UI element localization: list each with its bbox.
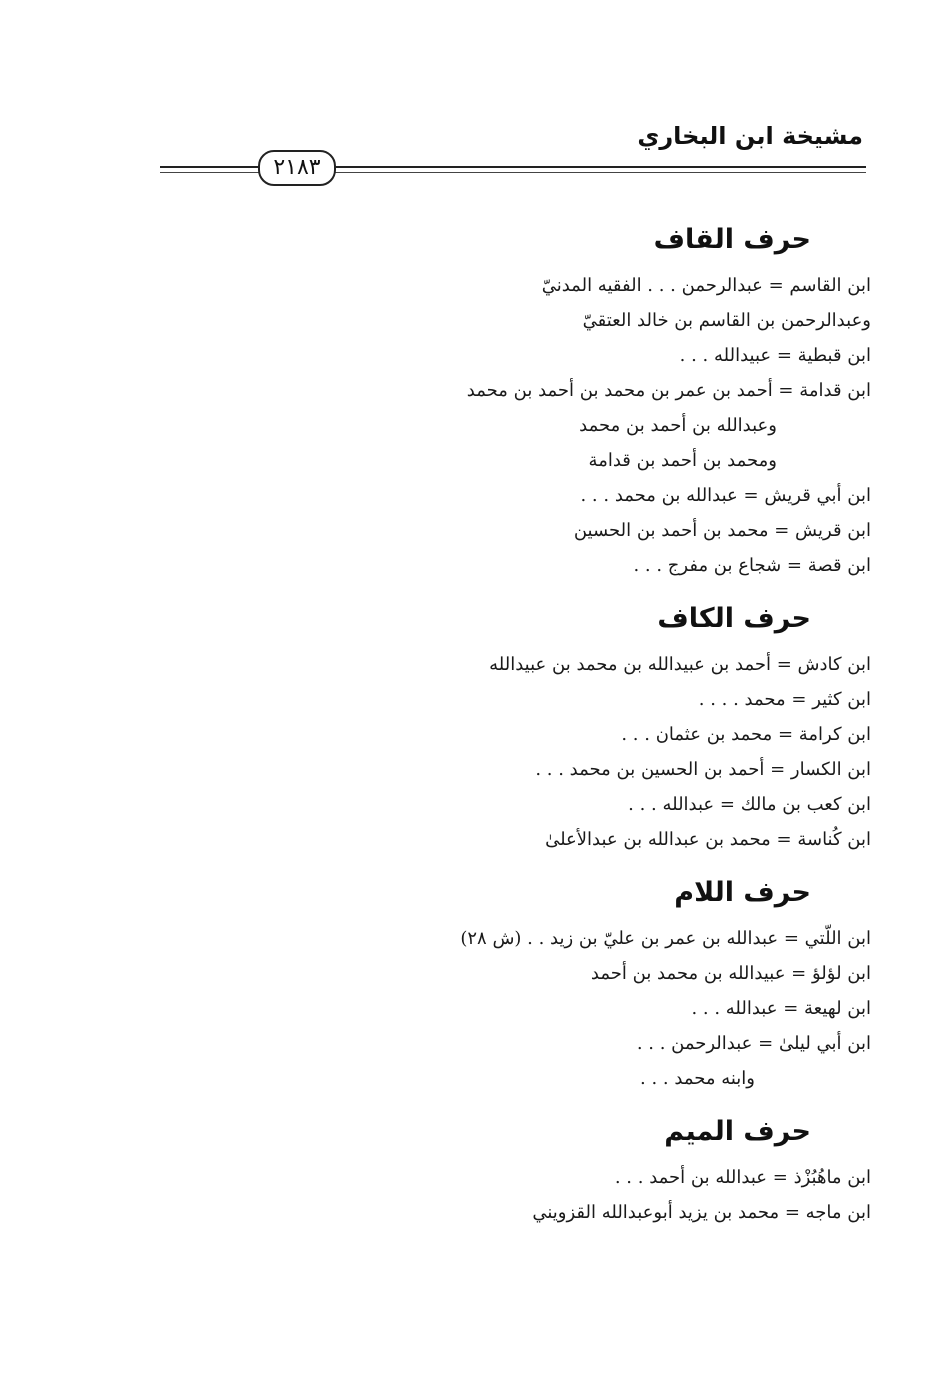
index-entry: ابن ماهُبُزْذ = عبدالله بن أحمد . . .	[614, 1167, 871, 1188]
index-entry: ابن قدامة = أحمد بن عمر بن محمد بن أحمد بن محمد	[466, 380, 871, 401]
index-entry: ابن لؤلؤ = عبيدالله بن محمد بن أحمد	[590, 963, 871, 984]
index-entry: ابن القاسم = عبدالرحمن . . . الفقيه المدنيّ	[541, 275, 871, 296]
section-heading-kaf: حرف الكاف	[657, 603, 811, 634]
index-entry: ابن أبي ليلىٰ = عبدالرحمن . . .	[636, 1033, 871, 1054]
index-content	[411, 212, 871, 1230]
section-heading-qaf: حرف القاف	[653, 224, 811, 255]
running-title: مشيخة ابن البخاري	[637, 122, 863, 150]
index-entry: ابن كعب بن مالك = عبدالله . . .	[628, 794, 871, 815]
index-entry: ابن قريش = محمد بن أحمد بن الحسين	[573, 520, 871, 541]
page-number: ٢١٨٣	[258, 150, 336, 186]
index-entry: ابن لهيعة = عبدالله . . .	[691, 998, 871, 1019]
index-entry: ابن اللّتي = عبدالله بن عمر بن عليّ بن زيد . . (ش ٢٨)	[460, 928, 871, 949]
index-entry: ابن قبطية = عبيدالله . . .	[679, 345, 871, 366]
index-entry: ابن ماجه = محمد بن يزيد أبوعبدالله القزويني	[532, 1202, 871, 1223]
section-gap	[411, 857, 871, 865]
index-entry: ابن أبي قريش = عبدالله بن محمد . . .	[580, 485, 871, 506]
index-entry: ابن قصة = شجاع بن مفرج . . .	[633, 555, 871, 576]
index-entry: ابن كُناسة = محمد بن عبدالله بن عبدالأعلىٰ	[545, 829, 871, 850]
index-entry: ابن كادش = أحمد بن عبيدالله بن محمد بن عبيدالله	[489, 654, 871, 675]
index-entry: وعبدالله بن أحمد بن محمد	[579, 415, 777, 436]
section-heading-mim: حرف الميم	[664, 1116, 811, 1147]
index-entry: ابن كرامة = محمد بن عثمان . . .	[621, 724, 871, 745]
section-gap	[411, 1096, 871, 1104]
section-heading-lam: حرف اللام	[674, 877, 811, 908]
index-entry: ابن كثير = محمد . . . .	[698, 689, 871, 710]
section-gap	[411, 583, 871, 591]
index-entry: وعبدالرحمن بن القاسم بن خالد العتقيّ	[582, 310, 871, 331]
index-entry: ومحمد بن أحمد بن قدامة	[588, 450, 777, 471]
index-entry: وابنه محمد . . .	[640, 1068, 755, 1089]
index-entry: ابن الكسار = أحمد بن الحسين بن محمد . . .	[535, 759, 871, 780]
